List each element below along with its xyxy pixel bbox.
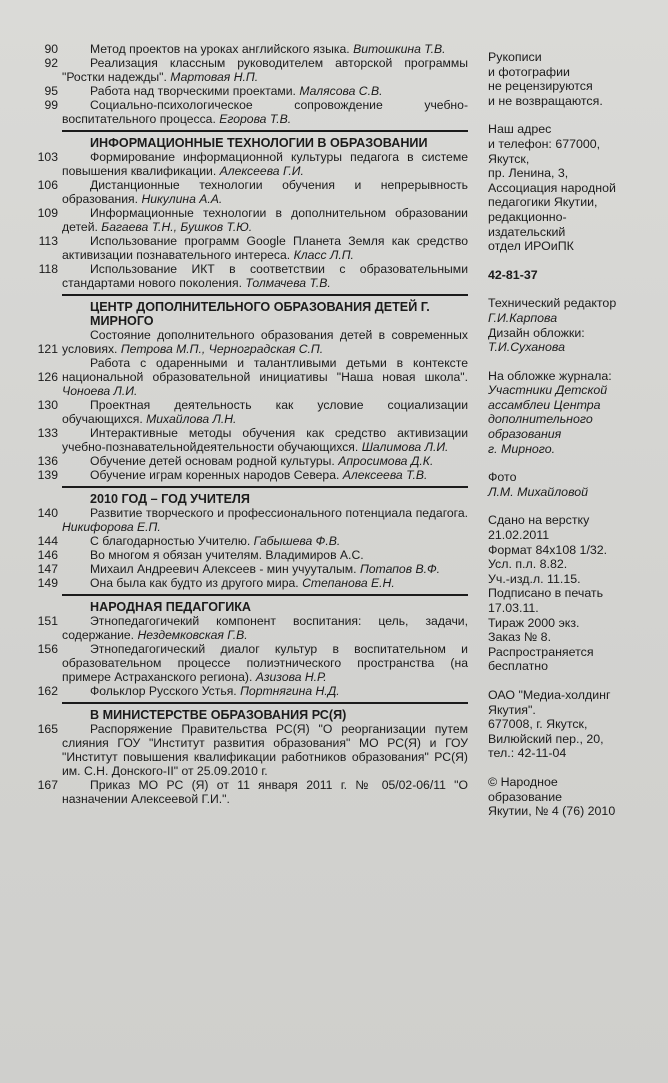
cover-info (488, 369, 663, 457)
article-title: Этнопедагогичекий компонент воспитания: цель, задачи, содержание. (62, 614, 468, 642)
article-author: Витошкина Т.В. (353, 42, 446, 56)
toc-section (37, 594, 468, 698)
toc-entry (36, 506, 468, 534)
toc-entry (36, 454, 468, 468)
toc-entry (36, 98, 468, 126)
page-number: 156 (37, 642, 58, 656)
cover-description (488, 383, 607, 455)
article-author: Чоноева Л.И. (62, 384, 138, 398)
article-title: Реализация классным руководителем авторской программы "Ростки надежды". (62, 56, 468, 84)
page-number: 118 (38, 262, 58, 276)
text-line: Заказ № 8. (488, 630, 552, 645)
article-title: Обучение играм коренных народов Севера. (90, 468, 340, 482)
manuscripts-notice (488, 50, 663, 108)
article-author: Никулина А.А. (141, 192, 223, 206)
article-title: Использование ИКТ в соответствии с образовательными стандартами нового поколения. (62, 262, 468, 290)
toc-entry (36, 206, 468, 234)
article-author: Михайлова Л.Н. (146, 412, 237, 426)
text-line: педагогики Якутии, (488, 195, 598, 210)
text-line: образование (488, 789, 563, 804)
page-number: 106 (37, 178, 58, 192)
article-title: Этнопедагогический диалог культур в воспитательном и образовательном процессе полиэтнического пространства (на примере Астраханского региона). (62, 642, 468, 684)
page-number: 140 (37, 506, 58, 520)
text-line: г. Мирного. (488, 441, 556, 456)
toc-entry (36, 778, 468, 806)
article-title: Состояние дополнительного образования детей в современных условиях. (62, 328, 468, 356)
article-title: Обучение детей основам родной культуры. (90, 454, 335, 468)
toc-entry (36, 426, 468, 454)
text-line: 21.02.2011 (488, 528, 550, 543)
toc-entry (36, 328, 468, 356)
page-number: 136 (37, 454, 58, 468)
toc-entry (36, 548, 468, 562)
toc-section (37, 702, 468, 806)
article-title: Она была как будто из другого мира. (90, 576, 299, 590)
page-number: 133 (37, 426, 58, 440)
text-line: Усл. п.л. 8.82. (488, 557, 568, 572)
toc-entry (36, 398, 468, 426)
article-title: Фольклор Русского Устья. (90, 684, 237, 698)
page-number: 146 (37, 548, 58, 562)
article-author: Алексеева Т.В. (342, 468, 428, 482)
toc-entry (36, 534, 468, 548)
text-line: Рукописи (488, 50, 542, 64)
article-title: Михаил Андреевич Алексеев - мин учууталым. (90, 562, 357, 576)
page-number: 121 (37, 342, 58, 356)
section-title: ЦЕНТР ДОПОЛНИТЕЛЬНОГО ОБРАЗОВАНИЯ ДЕТЕЙ Г. МИРНОГО (90, 300, 430, 328)
toc-entry (36, 468, 468, 482)
article-author: Егорова Т.В. (219, 112, 292, 126)
page-number: 99 (44, 98, 58, 112)
text-line: 17.03.11. (488, 601, 539, 615)
article-title: Социально-психологическое сопровождение учебно-воспитательного процесса. (62, 98, 468, 126)
text-line: Тираж 2000 экз. (488, 615, 580, 630)
cover-design-label: Дизайн обложки: (488, 325, 585, 340)
page-number: 95 (44, 84, 58, 98)
photographer-name: Л.М. Михайловой (488, 484, 589, 499)
page-number: 151 (37, 614, 58, 628)
toc-entry (36, 722, 468, 778)
article-title: Формирование информационной культуры педагога в системе повышения квалификации. (62, 150, 468, 178)
article-author: Портнягина Н.Д. (240, 684, 340, 698)
article-author: Азизова Н.Р. (255, 670, 327, 684)
table-of-contents (36, 42, 468, 806)
photo-label: Фото (488, 470, 517, 485)
text-line: Вилюйский пер., 20, (488, 731, 604, 746)
text-line: и фотографии (488, 64, 570, 79)
print-info (488, 513, 663, 674)
article-author: Шалимова Л.И. (361, 440, 449, 454)
section-title: ИНФОРМАЦИОННЫЕ ТЕХНОЛОГИИ В ОБРАЗОВАНИИ (90, 136, 428, 150)
toc-entry (36, 562, 468, 576)
text-line: образования (488, 427, 562, 442)
toc-section (37, 486, 468, 590)
page-number: 147 (37, 562, 58, 576)
article-author: Нездемковская Г.В. (137, 628, 248, 642)
copyright (488, 775, 663, 819)
text-line: © Народное (488, 774, 558, 789)
toc-entry (36, 84, 468, 98)
article-author: Петрова М.П., Черноградская С.П. (120, 342, 324, 356)
page-number: 144 (37, 534, 58, 548)
text-line: Сдано на верстку (488, 513, 590, 528)
text-line: не рецензируются (488, 79, 593, 94)
tech-editor-label: Технический редактор (488, 296, 617, 311)
article-author: Класс Л.П. (293, 248, 354, 262)
text-line: Участники Детской (488, 383, 608, 398)
text-line: дополнительного (488, 412, 593, 427)
article-title: Приказ МО РС (Я) от 11 января 2011 г. № 05/02-06/11 "О назначении Алексеевой Г.И.". (62, 778, 468, 806)
cover-designer-name: Т.И.Суханова (488, 340, 565, 355)
text-line: редакционно- (488, 209, 567, 224)
toc-entry (36, 234, 468, 262)
article-title: Распоряжение Правительства РС(Я) "О реорганизации путем слияния ГОУ "Институт развития образования" МО РС(Я) и ГОУ "Институт повышения квалификации работников образования" РС(Я) им. С.Н. Донского-II" от 25.09.2010 г. (62, 722, 468, 778)
section-title: НАРОДНАЯ ПЕДАГОГИКА (90, 600, 252, 614)
text-line: Ассоциация народной (488, 180, 616, 195)
article-author: Никифорова Е.П. (62, 520, 161, 534)
page-number: 162 (37, 684, 58, 698)
article-author: Степанова Е.Н. (302, 576, 395, 590)
article-author: Малясова С.В. (299, 84, 383, 98)
toc-entry (36, 356, 468, 398)
text-line: ассамблеи Центра (488, 397, 601, 412)
page-number: 90 (44, 42, 58, 56)
article-author: Багаева Т.Н., Бушков Т.Ю. (101, 220, 253, 234)
toc-entry (36, 150, 468, 178)
article-author: Толмачева Т.В. (245, 276, 331, 290)
text-line: Формат 84x108 1/32. (488, 542, 608, 557)
article-title: С благодарностью Учителю. (90, 534, 251, 548)
text-line: 677008, г. Якутск, (488, 717, 588, 732)
page-number: 139 (37, 468, 58, 482)
page-number: 165 (37, 722, 58, 736)
article-author: Потапов В.Ф. (359, 562, 441, 576)
article-title: Проектная деятельность как условие социализации обучающихся. (62, 398, 468, 426)
page-number: 126 (37, 370, 58, 384)
text-line: и не возвращаются. (488, 93, 603, 108)
toc-section (44, 42, 468, 126)
section-title: В МИНИСТЕРСТВЕ ОБРАЗОВАНИЯ РС(Я) (90, 708, 347, 722)
toc-entry (36, 642, 468, 684)
toc-entry (36, 42, 468, 56)
toc-section (37, 130, 468, 290)
article-title: Дистанционные технологии обучения и непрерывность образования. (62, 178, 468, 206)
page-number: 103 (37, 150, 58, 164)
toc-entry (36, 684, 468, 698)
text-line: Подписано в печать (488, 586, 604, 601)
printer-info (488, 688, 663, 761)
editorial-phone: 42-81-37 (488, 267, 538, 282)
article-title: Интерактивные методы обучения как средство активизации учебно-познавательнойдеятельности обучающихся. (62, 426, 468, 454)
page-number: 92 (44, 56, 58, 70)
photo-credit (488, 470, 663, 499)
editorial-address (488, 122, 663, 253)
toc-entry (36, 178, 468, 206)
toc-entry (36, 614, 468, 642)
page-number: 130 (37, 398, 58, 412)
text-line: бесплатно (488, 659, 549, 674)
text-line: тел.: 42-11-04 (488, 746, 567, 761)
article-author: Габышева Ф.В. (253, 534, 341, 548)
toc-entry (36, 262, 468, 290)
credits (488, 296, 663, 354)
article-author: Апросимова Д.К. (338, 454, 434, 468)
text-line: отдел ИРОиПК (488, 239, 574, 254)
text-line: пр. Ленина, 3, (488, 166, 569, 181)
page-number: 149 (37, 576, 58, 590)
article-title: Работа с одаренными и талантливыми детьми в контексте национальной образовательной инициативы "Наша новая школа". (62, 356, 468, 384)
article-title: Во многом я обязан учителям. Владимиров А.С. (90, 548, 364, 562)
toc-entry (36, 56, 468, 84)
text-line: Уч.-изд.л. 11.15. (488, 571, 581, 586)
article-author: Алексеева Г.И. (219, 164, 304, 178)
tech-editor-name: Г.И.Карпова (488, 310, 558, 325)
toc-entry (36, 576, 468, 590)
cover-label: На обложке журнала: (488, 368, 612, 383)
text-line: издательский (488, 224, 566, 239)
article-title: Развитие творческого и профессионального потенциала педагога. (90, 506, 468, 520)
page-number: 113 (38, 234, 58, 248)
text-line: ОАО "Медиа-холдинг (488, 687, 611, 702)
text-line: Якутия". (488, 702, 536, 717)
text-line: Якутск, (488, 151, 530, 166)
page-number: 109 (37, 206, 58, 220)
imprint-column (488, 50, 663, 833)
article-author: Мартовая Н.П. (170, 70, 259, 84)
text-line: Якутии, № 4 (76) 2010 (488, 804, 616, 819)
article-title: Метод проектов на уроках английского языка. (90, 42, 350, 56)
text-line: Наш адрес (488, 122, 552, 137)
section-title: 2010 ГОД – ГОД УЧИТЕЛЯ (90, 492, 250, 506)
text-line: и телефон: 677000, (488, 136, 601, 151)
text-line: Распространяется (488, 644, 594, 659)
article-title: Использование программ Google Планета Земля как средство активизации познавательного интереса. (62, 234, 468, 262)
article-title: Работа над творческими проектами. (90, 84, 296, 98)
article-title: Информационные технологии в дополнительном образовании детей. (62, 206, 468, 234)
page-number: 167 (37, 778, 58, 792)
toc-section (37, 294, 468, 482)
